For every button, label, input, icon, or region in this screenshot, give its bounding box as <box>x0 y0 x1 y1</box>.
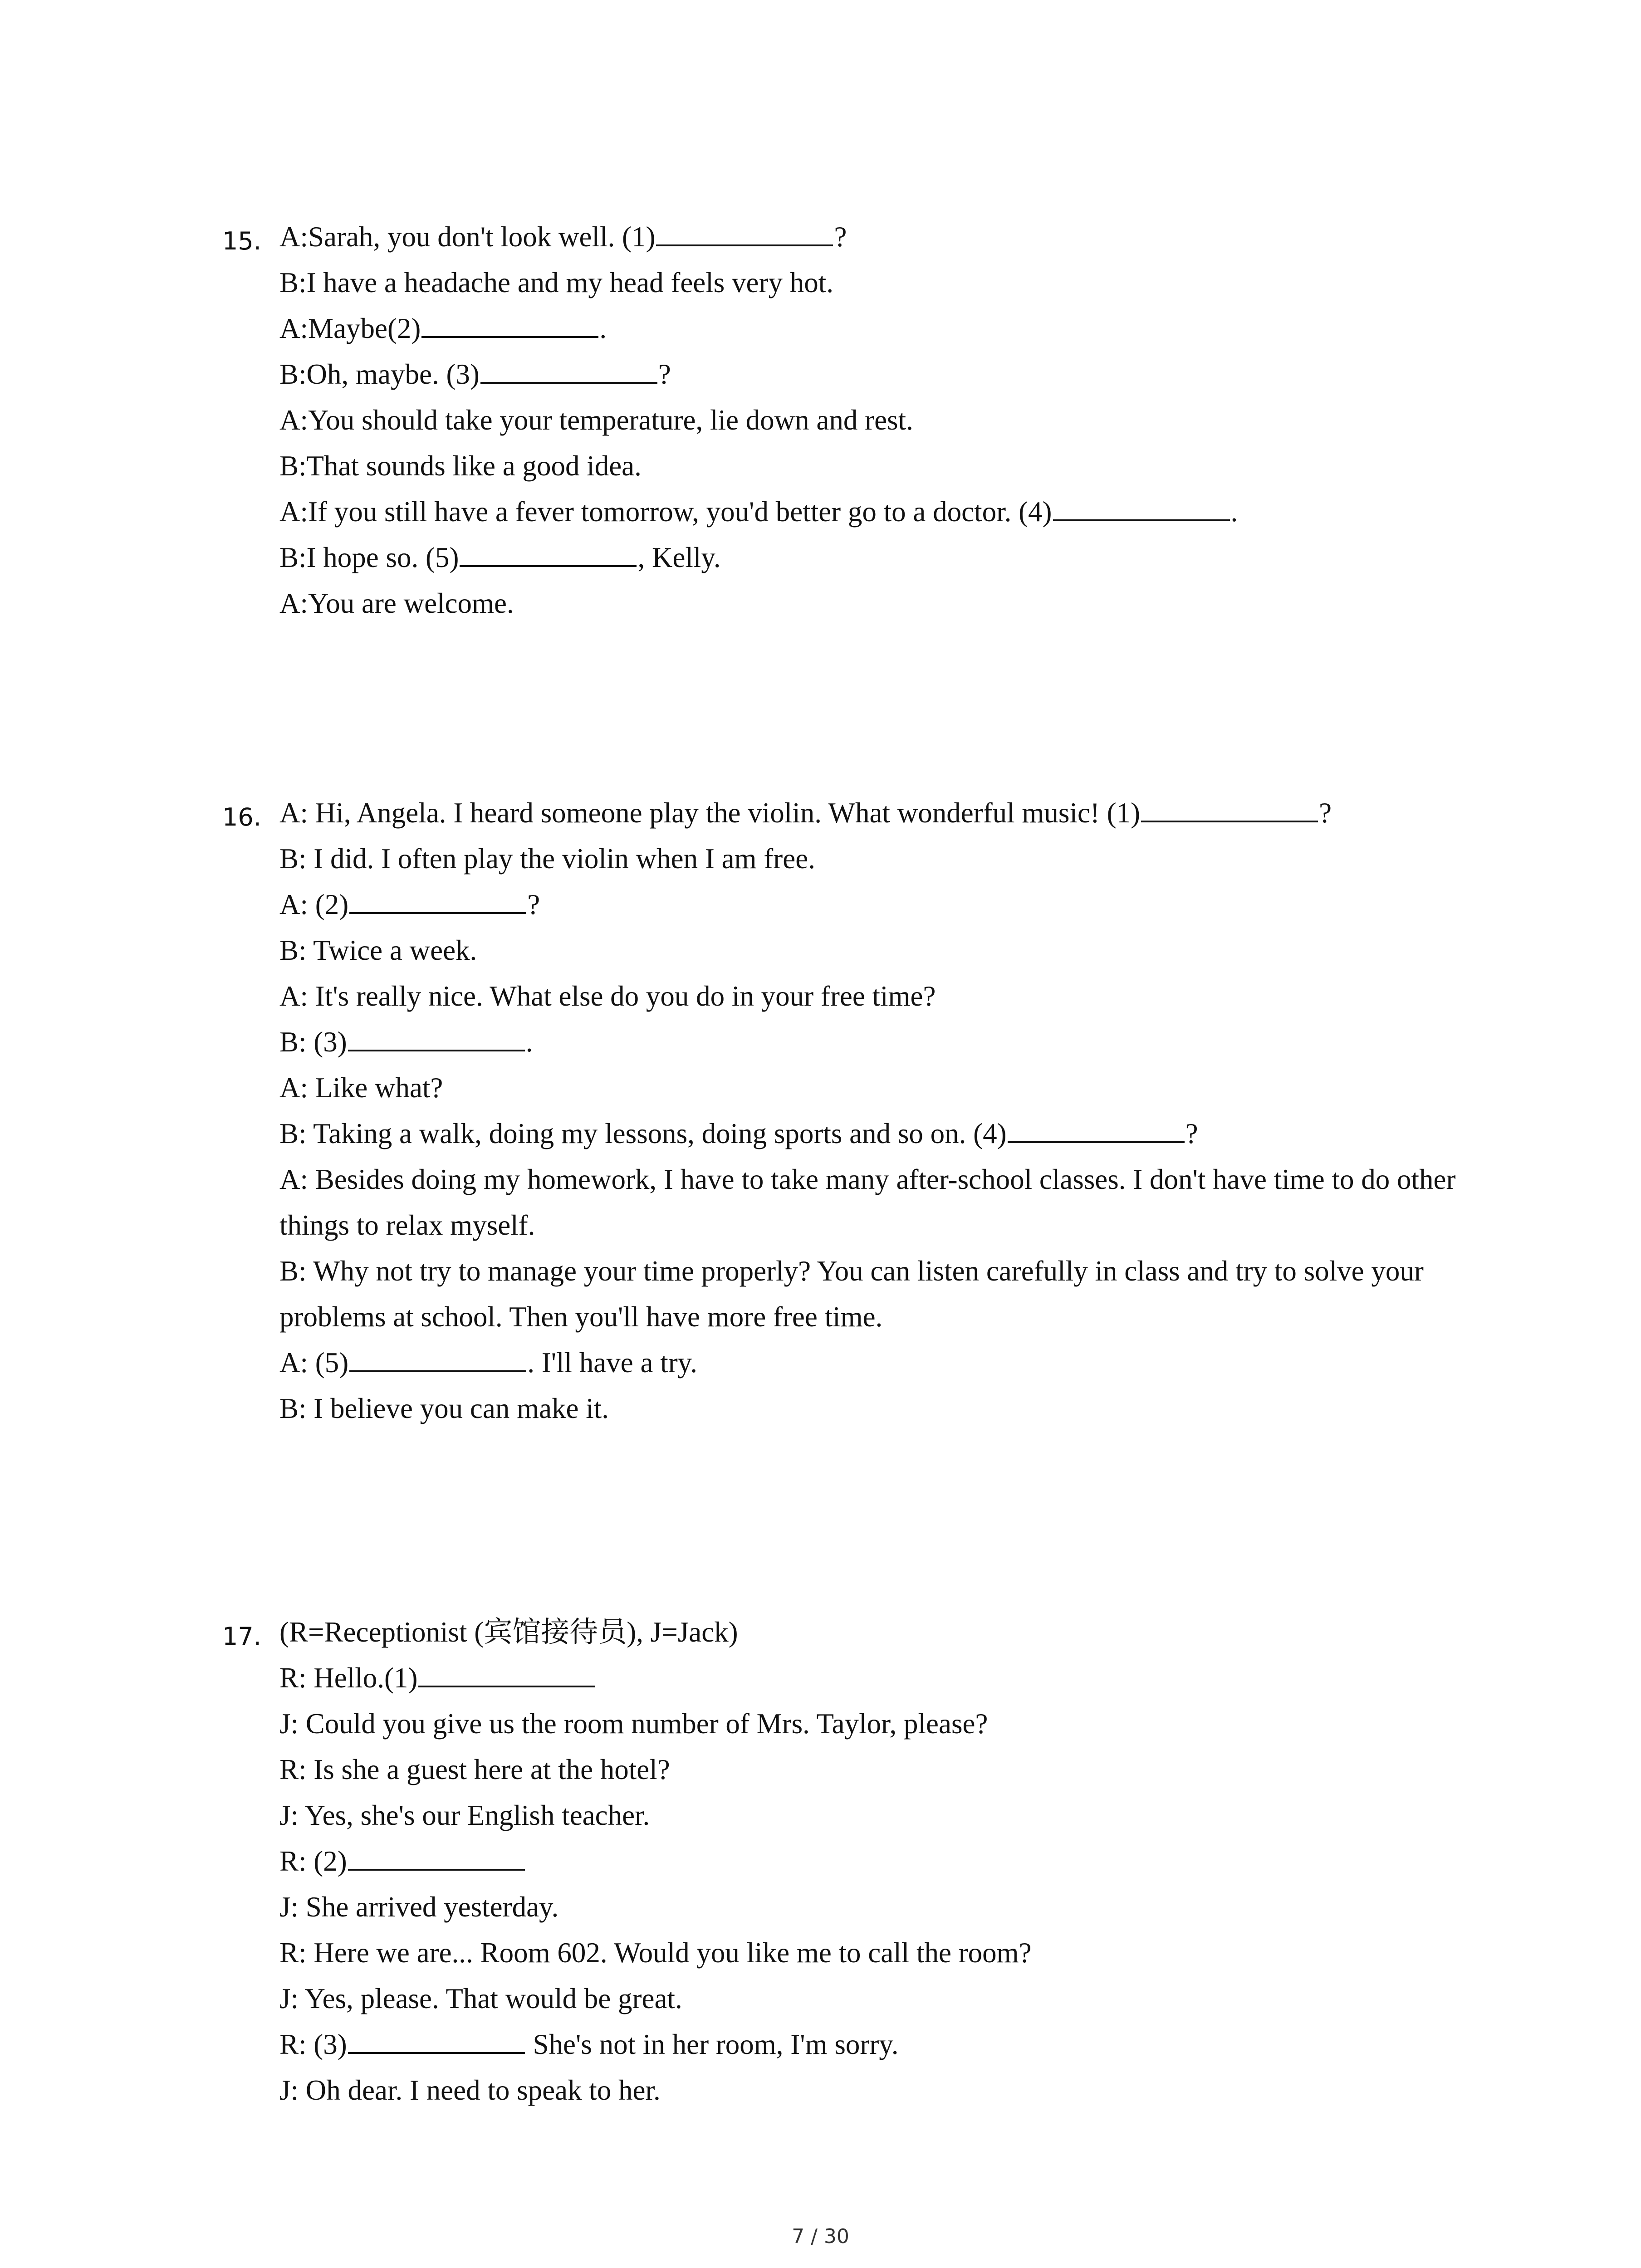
dialogue-line <box>279 2022 1493 2068</box>
line-text: Is she a guest here at the hotel? <box>314 1754 670 1785</box>
line-text: Yes, please. That would be great. <box>304 1983 682 2014</box>
line-text: Yes, she's our English teacher. <box>304 1799 650 1831</box>
line-text: Oh, maybe. (3) <box>306 358 480 390</box>
line-text: (2) <box>314 1845 347 1877</box>
line-text: (2) <box>315 889 349 920</box>
speaker-label: A: <box>279 313 308 344</box>
line-text-after-blank: ? <box>658 358 671 390</box>
question-17 <box>222 1609 1493 2113</box>
line-text: Why not try to manage your time properly? You can listen carefully in class and try to solve your problems at school. Then you'll have more free time. <box>279 1255 1424 1333</box>
speaker-label: B: <box>279 934 314 966</box>
line-text: (3) <box>314 2028 347 2060</box>
dialogue-line <box>279 1747 1493 1793</box>
answer-blank[interactable] <box>349 1370 526 1372</box>
line-text: Sarah, you don't look well. (1) <box>308 221 656 253</box>
speaker-label: A: <box>279 1163 315 1195</box>
dialogue-line <box>279 1019 1493 1065</box>
dialogue-line <box>279 1701 1493 1747</box>
dialogue-line <box>279 973 1493 1019</box>
line-text: I hope so. (5) <box>306 542 459 573</box>
answer-blank[interactable] <box>656 244 833 246</box>
dialogue-line <box>279 790 1493 836</box>
answer-blank[interactable] <box>421 336 598 338</box>
line-text-after-blank: ? <box>834 221 847 253</box>
dialogue-line <box>279 489 1493 535</box>
speaker-label: A: <box>279 797 315 829</box>
dialogue-line <box>279 535 1493 581</box>
dialogue-line <box>279 1930 1493 1976</box>
answer-blank[interactable] <box>480 381 657 384</box>
speaker-label: A: <box>279 404 308 436</box>
page-number: 7 / 30 <box>792 2225 849 2248</box>
line-text: (5) <box>315 1347 349 1378</box>
line-text: I believe you can make it. <box>314 1393 609 1424</box>
dialogue-line <box>279 928 1493 973</box>
dialogue-line <box>279 1976 1493 2022</box>
dialogue-line <box>279 882 1493 928</box>
dialogue-line <box>279 352 1493 397</box>
line-text-after-blank: . I'll have a try. <box>527 1347 697 1378</box>
speaker-label: J: <box>279 1708 306 1740</box>
speaker-label: B: <box>279 1393 314 1424</box>
line-text-after-blank: , Kelly. <box>637 542 721 573</box>
dialogue-line <box>279 1386 1493 1432</box>
line-text: Here we are... Room 602. Would you like me to call the room? <box>314 1937 1032 1969</box>
dialogue-line <box>279 1838 1493 1884</box>
speaker-label: R: <box>279 1754 314 1785</box>
line-text: That sounds like a good idea. <box>306 450 642 482</box>
dialogue-line <box>279 1793 1493 1838</box>
answer-blank[interactable] <box>1053 519 1230 521</box>
dialogue-line <box>279 1884 1493 1930</box>
dialogue-line <box>279 397 1493 443</box>
line-text: You are welcome. <box>308 587 514 619</box>
speaker-label: B: <box>279 542 307 573</box>
answer-blank[interactable] <box>348 1049 525 1051</box>
question-number: 16. <box>222 803 261 831</box>
line-text: She arrived yesterday. <box>305 1891 559 1923</box>
speaker-label: R: <box>279 2028 314 2060</box>
line-text-after-blank: ? <box>527 889 540 920</box>
speaker-label: B: <box>279 450 307 482</box>
speaker-label: A: <box>279 221 308 253</box>
speaker-label: A: <box>279 1347 315 1378</box>
dialogue-line <box>279 2068 1493 2113</box>
question-16 <box>222 790 1493 1432</box>
line-text: Twice a week. <box>313 934 477 966</box>
speaker-label: B: <box>279 843 314 875</box>
speaker-label: A: <box>279 980 315 1012</box>
answer-blank[interactable] <box>348 1868 525 1871</box>
line-text: Like what? <box>315 1072 443 1104</box>
dialogue-intro: (R=Receptionist (宾馆接待员), J=Jack) <box>279 1616 738 1648</box>
question-number: 17. <box>222 1622 261 1651</box>
line-text: Besides doing my homework, I have to take many after-school classes. I don't have time to do other things to relax myself. <box>279 1163 1456 1241</box>
line-text: I have a headache and my head feels very hot. <box>306 267 833 298</box>
dialogue-line <box>279 306 1493 352</box>
answer-blank[interactable] <box>418 1685 595 1687</box>
line-text-after-blank: ? <box>1319 797 1332 829</box>
answer-blank[interactable] <box>460 565 637 567</box>
dialogue-line <box>279 1248 1504 1340</box>
speaker-label: R: <box>279 1937 314 1969</box>
speaker-label: B: <box>279 1255 314 1287</box>
line-text: Maybe(2) <box>308 313 421 344</box>
answer-blank[interactable] <box>1008 1141 1185 1143</box>
speaker-label: J: <box>279 1891 306 1923</box>
dialogue-line <box>279 214 1493 260</box>
answer-blank[interactable] <box>1141 820 1318 822</box>
speaker-label: A: <box>279 587 308 619</box>
dialogue-line <box>279 443 1493 489</box>
line-text: Taking a walk, doing my lessons, doing sports and so on. (4) <box>313 1118 1007 1149</box>
line-text: You should take your temperature, lie down and rest. <box>308 404 913 436</box>
speaker-label: B: <box>279 1118 314 1149</box>
question-15 <box>222 214 1493 626</box>
dialogue-line <box>279 1655 1493 1701</box>
line-text-after-blank: She's not in her room, I'm sorry. <box>525 2028 899 2060</box>
speaker-label: R: <box>279 1845 314 1877</box>
line-text: Oh dear. I need to speak to her. <box>305 2074 661 2106</box>
dialogue <box>279 790 1493 1432</box>
speaker-label: A: <box>279 496 308 528</box>
speaker-label: A: <box>279 1072 315 1104</box>
dialogue-line <box>279 1111 1493 1157</box>
speaker-label: B: <box>279 358 307 390</box>
line-text: Could you give us the room number of Mrs. Taylor, please? <box>305 1708 988 1740</box>
speaker-label: J: <box>279 1799 305 1831</box>
line-text: Hi, Angela. I heard someone play the violin. What wonderful music! (1) <box>315 797 1141 829</box>
dialogue-line <box>279 1340 1493 1386</box>
answer-blank[interactable] <box>348 2052 525 2054</box>
dialogue-line <box>279 260 1493 306</box>
speaker-label: R: <box>279 1662 314 1694</box>
line-text: If you still have a fever tomorrow, you'd better go to a doctor. (4) <box>308 496 1052 528</box>
line-text-after-blank: . <box>525 1026 533 1058</box>
line-text: Hello.(1) <box>314 1662 418 1694</box>
line-text-after-blank: . <box>1230 496 1238 528</box>
speaker-label: A: <box>279 889 315 920</box>
dialogue <box>279 214 1493 626</box>
line-text-after-blank: . <box>599 313 607 344</box>
speaker-label: B: <box>279 267 307 298</box>
speaker-label: J: <box>279 2074 306 2106</box>
question-number: 15. <box>222 227 261 255</box>
answer-blank[interactable] <box>349 912 526 914</box>
dialogue-line <box>279 1157 1504 1248</box>
speaker-label: B: <box>279 1026 314 1058</box>
line-text: (3) <box>314 1026 347 1058</box>
dialogue-line <box>279 836 1493 882</box>
line-text-after-blank: ? <box>1185 1118 1198 1149</box>
line-text: It's really nice. What else do you do in your free time? <box>315 980 936 1012</box>
dialogue-line <box>279 581 1493 626</box>
line-text: I did. I often play the violin when I am free. <box>314 843 815 875</box>
dialogue-line <box>279 1065 1493 1111</box>
speaker-label: J: <box>279 1983 305 2014</box>
dialogue <box>279 1609 1493 2113</box>
